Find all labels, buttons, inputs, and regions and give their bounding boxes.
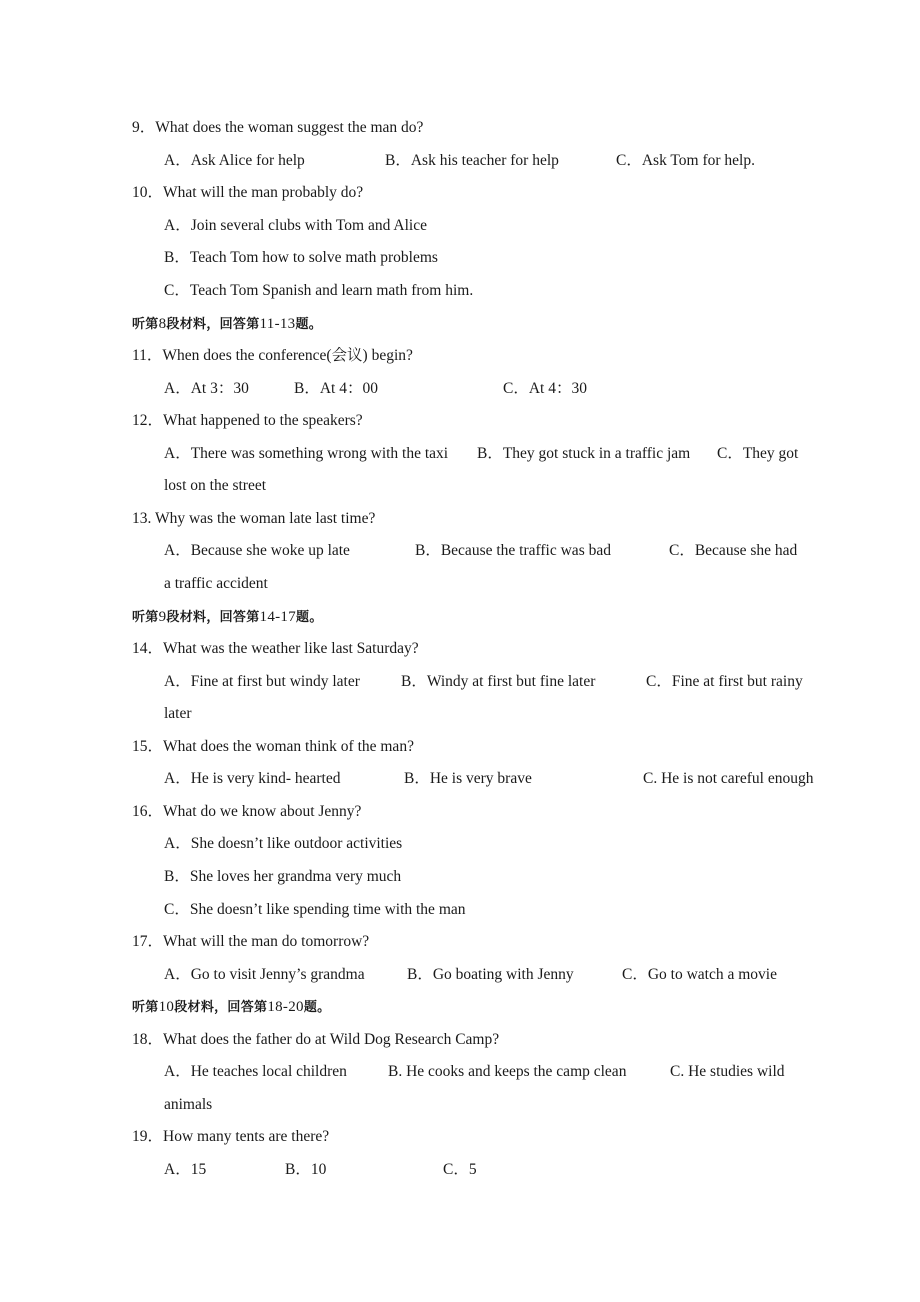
question-stem: 13. Why was the woman late last time? — [132, 510, 376, 527]
option-b: B．He is very brave — [404, 770, 532, 787]
question-stem: 18．What does the father do at Wild Dog Research Camp? — [132, 1031, 500, 1048]
question-stem: 11．When does the conference(会议) begin? — [132, 347, 413, 364]
option-b: B．Windy at first but fine later — [401, 673, 596, 690]
option-a: A．She doesn’t like outdoor activities — [164, 835, 403, 852]
question-stem: 10．What will the man probably do? — [132, 184, 364, 201]
section-heading: 听第9段材料，回答第14-17题。 — [132, 609, 323, 625]
option-c-continued: animals — [164, 1096, 213, 1113]
option-a: A．He teaches local children — [164, 1063, 347, 1080]
section-heading: 听第8段材料，回答第11-13题。 — [132, 316, 323, 332]
option-b: B．They got stuck in a traffic jam — [477, 445, 691, 462]
option-a: A．Because she woke up late — [164, 542, 350, 559]
option-c: C．5 — [443, 1161, 477, 1178]
option-c: C．At 4：30 — [503, 380, 587, 397]
option-c: C．Ask Tom for help. — [616, 152, 755, 169]
option-c-continued: lost on the street — [164, 477, 267, 494]
option-b: B．Ask his teacher for help — [385, 152, 559, 169]
option-b: B．At 4：00 — [294, 380, 378, 397]
option-a: A．There was something wrong with the taxi — [164, 445, 449, 462]
option-a: A．Go to visit Jenny’s grandma — [164, 966, 365, 983]
option-c-continued: a traffic accident — [164, 575, 268, 592]
option-c: C．Fine at first but rainy — [646, 673, 803, 690]
question-stem: 17．What will the man do tomorrow? — [132, 933, 370, 950]
option-a: A．Join several clubs with Tom and Alice — [164, 217, 427, 234]
option-b: B．Go boating with Jenny — [407, 966, 574, 983]
option-b: B．10 — [285, 1161, 327, 1178]
question-stem: 9．What does the woman suggest the man do? — [132, 119, 424, 136]
option-c: C．She doesn’t like spending time with the man — [164, 901, 466, 918]
option-c: C．Teach Tom Spanish and learn math from him. — [164, 282, 474, 299]
option-b: B．Teach Tom how to solve math problems — [164, 249, 438, 266]
option-c: C. He studies wild — [670, 1063, 785, 1080]
option-a: A．At 3：30 — [164, 380, 249, 397]
option-b: B．She loves her grandma very much — [164, 868, 402, 885]
option-b: B．Because the traffic was bad — [415, 542, 611, 559]
question-stem: 15．What does the woman think of the man? — [132, 738, 414, 755]
option-a: A．Ask Alice for help — [164, 152, 305, 169]
option-c: C．Because she had — [669, 542, 798, 559]
option-a: A．Fine at first but windy later — [164, 673, 360, 690]
section-heading: 听第10段材料，回答第18-20题。 — [132, 999, 331, 1015]
option-c-continued: later — [164, 705, 192, 722]
question-stem: 16．What do we know about Jenny? — [132, 803, 362, 820]
option-c: C．Go to watch a movie — [622, 966, 777, 983]
option-a: A．He is very kind- hearted — [164, 770, 341, 787]
option-a: A．15 — [164, 1161, 207, 1178]
question-stem: 19．How many tents are there? — [132, 1128, 330, 1145]
option-c: C. He is not careful enough — [643, 770, 814, 787]
option-b: B. He cooks and keeps the camp clean — [388, 1063, 627, 1080]
question-stem: 14．What was the weather like last Saturday? — [132, 640, 419, 657]
option-c: C．They got — [717, 445, 799, 462]
question-stem: 12．What happened to the speakers? — [132, 412, 363, 429]
